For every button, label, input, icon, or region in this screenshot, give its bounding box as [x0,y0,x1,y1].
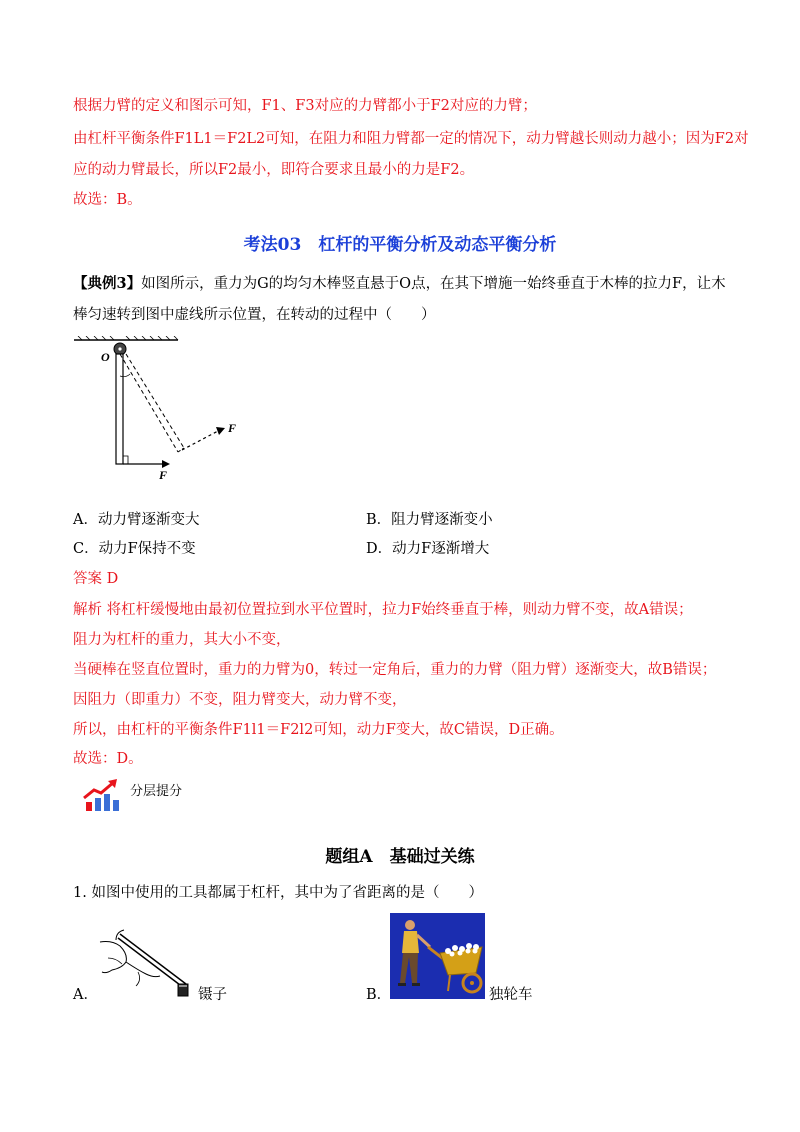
solution-line-1: 根据力臂的定义和图示可知，F1、F3对应的力臂都小于F2对应的力臂； [73,98,537,114]
chart-growth-icon [82,778,122,812]
analysis-line-5: 所以，由杠杆的平衡条件F1l1＝F2l2可知，动力F变大，故C错误，D正确。 [73,722,564,738]
q1-option-a-letter: A． [73,987,98,1003]
option-b: B．阻力臂逐渐变小 [366,512,493,528]
solution-line-3: 应的动力臂最长，所以F2最小，即符合要求且最小的力是F2。 [73,162,475,178]
q1-option-b-letter: B． [366,987,392,1003]
badge-label: 分层提分 [130,784,183,799]
option-c: C．动力F保持不变 [73,541,196,557]
section-heading: 考法03 杠杆的平衡分析及动态平衡分析 [243,235,557,255]
example-question-text: 如图所示，重力为G的均匀木棒竖直悬于O点，在其下增施一始终垂直于木棒的拉力F，让木 [141,276,726,292]
q1-option-a-caption: 镊子 [198,987,227,1003]
solution-line-2: 由杠杆平衡条件F1L1＝F2L2可知，在阻力和阻力臂都一定的情况下，动力臂越长则动力越小；因为F2对 [73,131,749,147]
wheelbarrow-image [390,913,485,999]
analysis-line-4: 因阻力（即重力）不变，阻力臂变大，动力臂不变， [73,692,407,708]
lever-figure [70,336,250,486]
option-d: D．动力F逐渐增大 [366,541,490,557]
label-F-top: F [228,421,237,435]
example-question-line-2: 棒匀速转到图中虚线所示位置，在转动的过程中（ ） [73,307,436,323]
example-tag: 【典例3】 [73,275,142,292]
tweezers-image [98,928,194,1000]
label-O: O [101,350,110,364]
solution-line-4: 故选：B。 [73,192,142,208]
analysis-line-6: 故选：D。 [73,751,143,767]
q1-option-b-caption: 独轮车 [489,987,533,1003]
example-question-line-1 [73,274,726,294]
analysis-line-2: 阻力为杠杆的重力，其大小不变， [73,632,291,648]
answer-line: 答案 D [73,571,119,587]
label-F-bottom: F [159,468,168,482]
analysis-line-1: 解析 将杠杆缓慢地由最初位置拉到水平位置时，拉力F始终垂直于棒，则动力臂不变，故A错误； [73,602,693,618]
rod-vertical [116,354,123,464]
analysis-line-3: 当硬棒在竖直位置时，重力的力臂为0，转过一定角后，重力的力臂（阻力臂）逐渐变大，故B错误； [73,662,717,678]
option-a: A．动力臂逐渐变大 [73,512,200,528]
group-heading: 题组A 基础过关练 [325,847,475,867]
question-1-text: 1. 如图中使用的工具都属于杠杆，其中为了省距离的是（ ） [73,885,483,901]
